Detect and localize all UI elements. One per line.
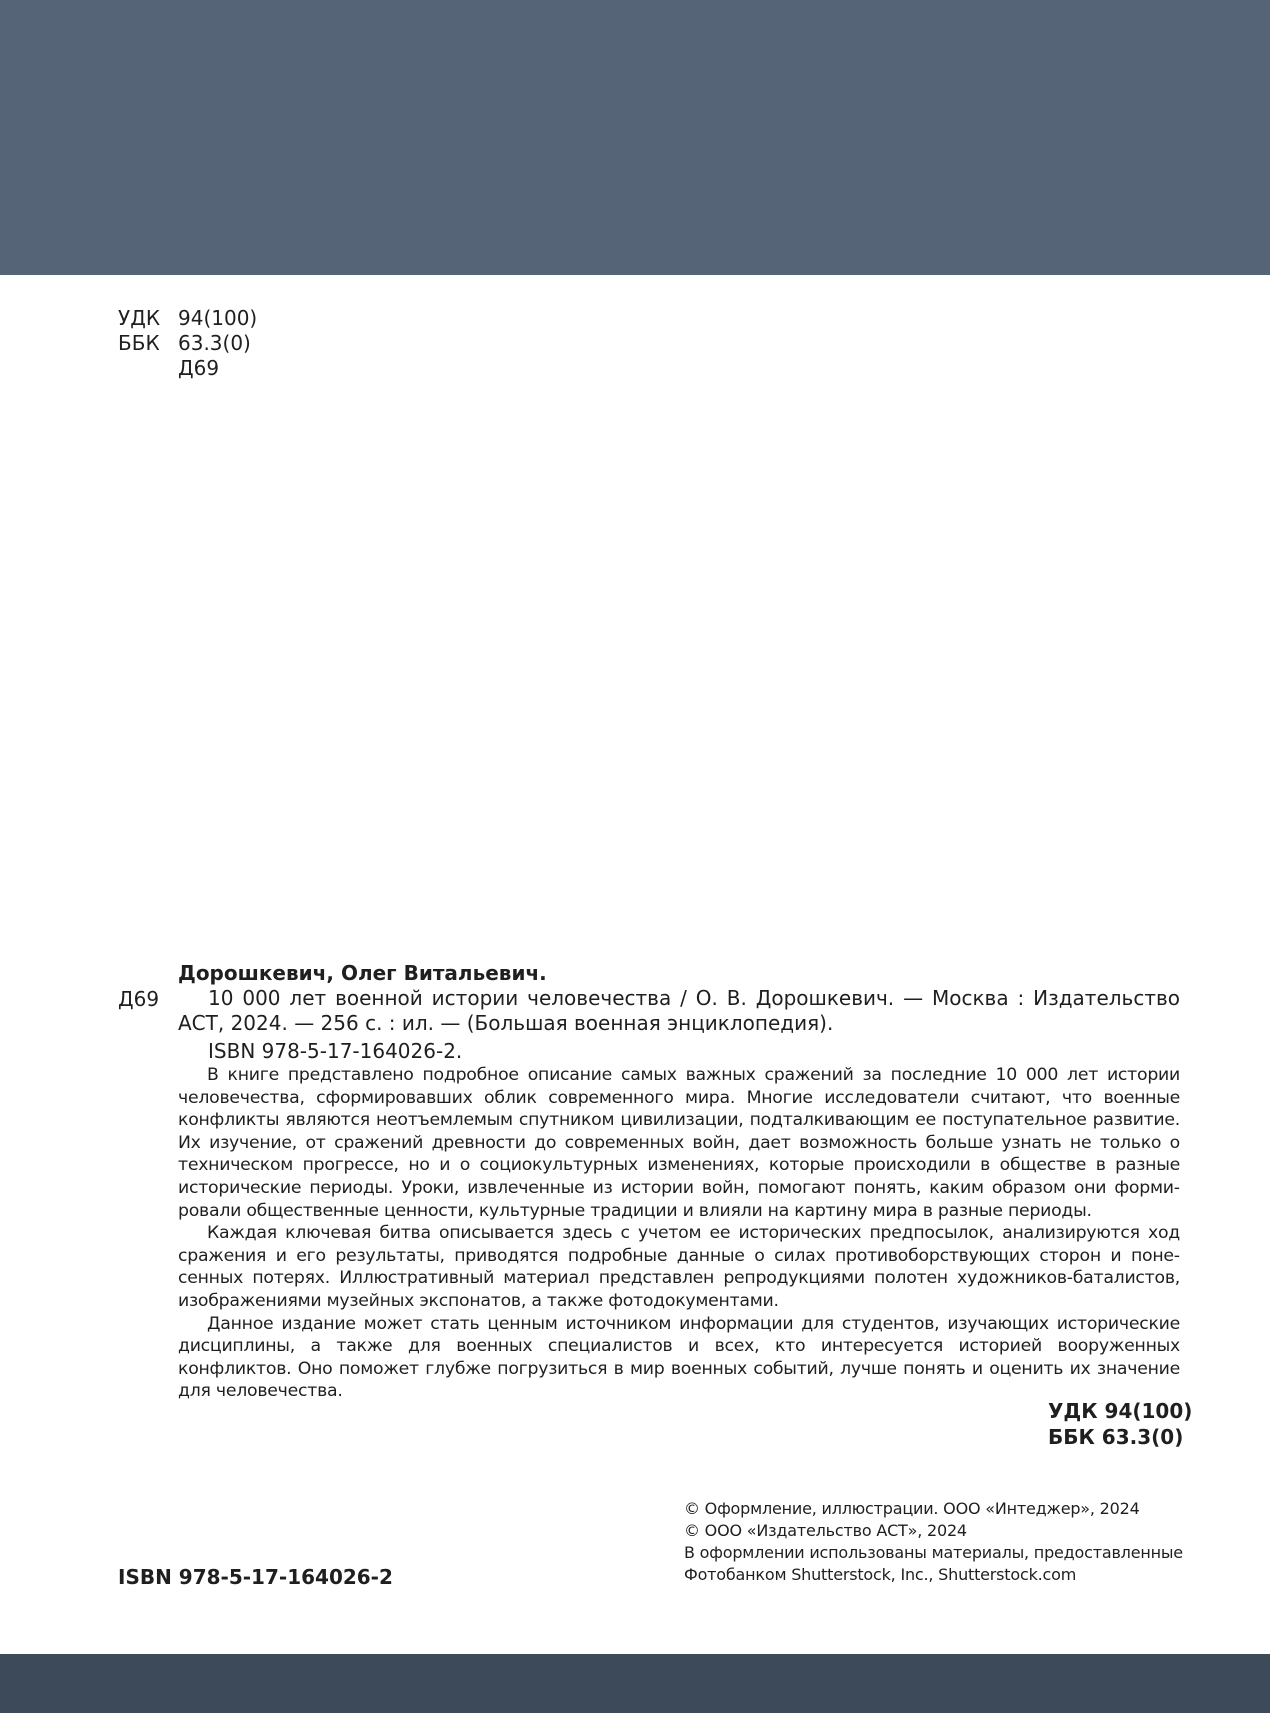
top-color-band xyxy=(0,0,1270,275)
abstract xyxy=(178,1064,1180,1403)
bbk-label: ББК xyxy=(118,331,160,355)
udk-code: УДК 94(100) xyxy=(1048,1399,1193,1423)
bottom-color-band xyxy=(0,1654,1270,1713)
udk-label: УДК xyxy=(118,306,161,330)
card-sign: Д69 xyxy=(118,987,160,1011)
copyright-line: Фотобанком Shutterstock, Inc., Shutterstock.com xyxy=(684,1565,1077,1584)
catalog-card xyxy=(118,960,1180,1065)
copyright-line: В оформлении использованы материалы, предоставленные xyxy=(684,1543,1183,1562)
bbk-value: 63.3(0) xyxy=(178,331,251,355)
abstract-paragraph: Данное издание может стать ценным источником информации для студентов, изучающих исторические дисциплины, а также для военных специалистов и всех, кто интересуется историей вооруженных конфликтов. Оно поможет глубже погрузиться в мир военных событий, лучше понять и оценить их значение для человечества. xyxy=(178,1313,1180,1402)
card-title-block: 10 000 лет военной истории человечества / О. В. Дорошкевич. — Москва : Издательство АСТ, 2024. — 256 с. : ил. — (Большая военная энциклопедия). xyxy=(178,986,1180,1035)
card-author: Дорошкевич, Олег Витальевич. xyxy=(178,961,547,985)
abstract-paragraph: Каждая ключевая битва описывается здесь с учетом ее исторических предпосылок, анализируются ход сражения и его результаты, приводятся подробные данные о силах противоборствующих сторон и понесенных потерях. Иллюстративный материал представлен репродукциями полотен художников-баталистов, изображениями музейных экспонатов, а также фотодокументами. xyxy=(178,1223,1180,1311)
classification-codes xyxy=(1048,1398,1192,1450)
bbk-code: ББК 63.3(0) xyxy=(1048,1425,1184,1449)
isbn-bottom: ISBN 978-5-17-164026-2 xyxy=(118,1565,393,1589)
copyright-line: © ООО «Издательство АСТ», 2024 xyxy=(684,1521,967,1540)
udk-value: 94(100) xyxy=(178,306,258,330)
copyright-line: © Оформление, иллюстрации. ООО «Интеджер», 2024 xyxy=(684,1499,1140,1518)
card-isbn: ISBN 978-5-17-164026-2. xyxy=(208,1039,463,1063)
abstract-paragraph: В книге представлено подробное описание самых важных сражений за последние 10 000 лет истории человечества, сформировавших облик современного мира. Многие исследователи считают, что военные конфликты являются неотъемлемым спутником цивилизации, подталкивающим ее поступательное развитие. Их изучение, от сражений древности до современных войн, дает возможность больше узнать не только о техническом прогрессе, но и о социокультурных изменениях, которые происходили в обществе в разные исторические периоды. Уроки, извлеченные из истории войн, помогают понять, каким образом они формировали общественные ценности, культурные традиции и влияли на картину мира в разные периоды. xyxy=(178,1065,1180,1221)
copyright-block xyxy=(684,1498,1183,1586)
classification-block xyxy=(118,306,257,381)
author-sign: Д69 xyxy=(178,356,220,380)
